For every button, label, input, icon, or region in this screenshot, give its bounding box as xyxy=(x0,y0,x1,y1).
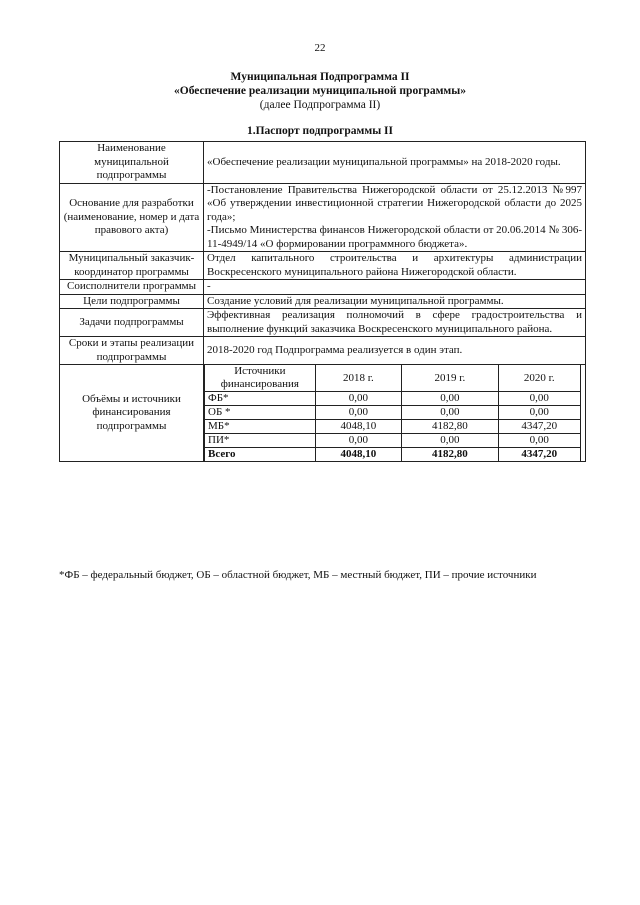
finance-row-fb xyxy=(205,392,585,406)
table-row xyxy=(60,280,586,295)
finance-total-value: 4347,20 xyxy=(498,448,581,462)
row-value-goals: Создание условий для реализации муниципальной программы. xyxy=(204,294,586,309)
finance-header-row xyxy=(205,365,585,392)
finance-spacer xyxy=(581,365,585,392)
finance-value: 0,00 xyxy=(315,406,401,420)
finance-source: ОБ * xyxy=(205,406,316,420)
table-row xyxy=(60,337,586,365)
basis-resolution: -Постановление Правительства Нижегородской области от 25.12.2013 №997 «Об утверждении инвестиционной стратегии Нижегородской области до 2025 года»; xyxy=(207,183,582,223)
table-row xyxy=(60,294,586,309)
finance-header-source: Источники финансирования xyxy=(205,365,316,392)
finance-row-pi xyxy=(205,434,585,448)
finance-value: 0,00 xyxy=(402,434,498,448)
finance-source: МБ* xyxy=(205,420,316,434)
row-value-coexecutors: - xyxy=(204,280,586,295)
passport-heading: 1.Паспорт подпрограммы II xyxy=(246,125,394,137)
row-label-finance: Объёмы и источники финансирования подпрограммы xyxy=(60,365,204,462)
finance-total-label: Всего xyxy=(205,448,316,462)
page-number: 22 xyxy=(314,42,326,54)
finance-source: ПИ* xyxy=(205,434,316,448)
finance-row-total xyxy=(205,448,585,462)
row-label-terms: Сроки и этапы реализации подпрограммы xyxy=(60,337,204,365)
row-label-basis: Основание для разработки (наименование, номер и дата правового акта) xyxy=(60,183,204,252)
finance-header-2019: 2019 г. xyxy=(402,365,498,392)
finance-spacer xyxy=(581,434,585,448)
subprogram-name: «Обеспечение реализации муниципальной программы» xyxy=(174,85,466,97)
row-label-name: Наименование муниципальной подпрограммы xyxy=(60,142,204,184)
finance-spacer xyxy=(581,448,585,462)
row-label-tasks: Задачи подпрограммы xyxy=(60,309,204,337)
table-row xyxy=(60,183,586,252)
finance-total-value: 4182,80 xyxy=(402,448,498,462)
finance-spacer xyxy=(581,406,585,420)
basis-letter: -Письмо Министерства финансов Нижегородской области от 20.06.2014 № 306-11-4949/14 «О формировании программного бюджета». xyxy=(207,224,582,250)
finance-value: 0,00 xyxy=(402,392,498,406)
subprogram-title: Муниципальная Подпрограмма II xyxy=(230,71,410,83)
finance-header-2020: 2020 г. xyxy=(498,365,581,392)
finance-value: 0,00 xyxy=(315,434,401,448)
row-value-basis xyxy=(204,183,586,252)
row-label-coexecutors: Соисполнители программы xyxy=(60,280,204,295)
table-row xyxy=(60,309,586,337)
finance-value: 4048,10 xyxy=(315,420,401,434)
row-value-terms: 2018-2020 год Подпрограмма реализуется в один этап. xyxy=(204,337,586,365)
finance-value: 4347,20 xyxy=(498,420,581,434)
row-value-customer: Отдел капитального строительства и архитектуры администрации Воскресенского муниципального района Нижегородской области. xyxy=(204,252,586,280)
finance-value: 0,00 xyxy=(498,434,581,448)
finance-value: 0,00 xyxy=(402,406,498,420)
finance-spacer xyxy=(581,420,585,434)
finance-row-mb xyxy=(205,420,585,434)
row-label-goals: Цели подпрограммы xyxy=(60,294,204,309)
title-block xyxy=(0,70,640,112)
finance-header-2018: 2018 г. xyxy=(315,365,401,392)
finance-total-value: 4048,10 xyxy=(315,448,401,462)
footnote: *ФБ – федеральный бюджет, ОБ – областной бюджет, МБ – местный бюджет, ПИ – прочие источники xyxy=(59,569,537,581)
passport-table xyxy=(59,141,586,462)
finance-value: 0,00 xyxy=(498,406,581,420)
table-row xyxy=(60,252,586,280)
finance-value: 0,00 xyxy=(315,392,401,406)
finance-table xyxy=(204,365,585,461)
finance-row-ob xyxy=(205,406,585,420)
finance-spacer xyxy=(581,392,585,406)
row-value-finance xyxy=(204,365,586,462)
finance-value: 0,00 xyxy=(498,392,581,406)
row-value-name: «Обеспечение реализации муниципальной программы» на 2018-2020 годы. xyxy=(204,142,586,184)
table-row xyxy=(60,365,586,462)
table-row xyxy=(60,142,586,184)
row-label-customer: Муниципальный заказчик-координатор программы xyxy=(60,252,204,280)
finance-source: ФБ* xyxy=(205,392,316,406)
subprogram-alias: (далее Подпрограмма II) xyxy=(259,99,381,111)
row-value-tasks: Эффективная реализация полномочий в сфере градостроительства и выполнение функций заказчика Воскресенского муниципального района. xyxy=(204,309,586,337)
finance-value: 4182,80 xyxy=(402,420,498,434)
